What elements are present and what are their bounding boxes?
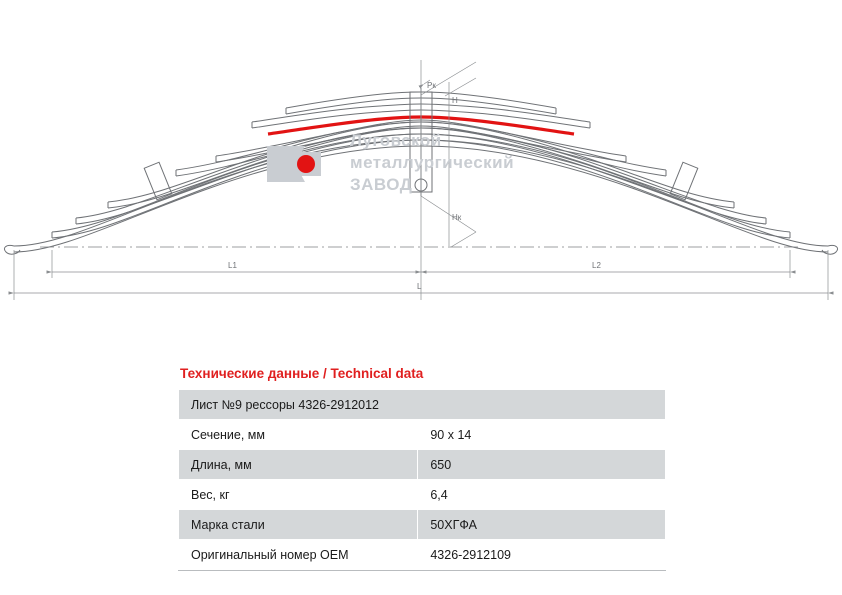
watermark-line-3: ЗАВОД — [350, 175, 413, 194]
row-label: Сечение, мм — [179, 420, 418, 450]
row-value: 4326-2912109 — [418, 540, 666, 570]
row-value: 90 х 14 — [418, 420, 666, 450]
table-header-cell: Лист №9 рессоры 4326-2912012 — [179, 390, 666, 420]
table-row — [179, 450, 666, 480]
dim-label-l2: L2 — [592, 261, 601, 270]
row-label: Оригинальный номер ОЕМ — [179, 540, 418, 570]
table-row — [179, 510, 666, 540]
technical-data-title: Технические данные / Technical data — [180, 366, 424, 381]
table-bottom-rule — [178, 570, 666, 571]
dimension-l2 — [421, 250, 790, 278]
dim-label-hk: Нк — [452, 213, 462, 222]
technical-data-table — [178, 389, 666, 570]
watermark-line-2: металлургический — [350, 153, 515, 172]
watermark-line-1: Луговской — [350, 131, 442, 150]
row-value: 6,4 — [418, 480, 666, 510]
table-row — [179, 480, 666, 510]
table-row — [179, 420, 666, 450]
row-label: Длина, мм — [179, 450, 418, 480]
dim-label-pk: Рк — [427, 81, 436, 90]
dim-label-h: H — [452, 96, 458, 105]
dimension-l1 — [52, 250, 421, 278]
row-label: Марка стали — [179, 510, 418, 540]
row-value: 650 — [418, 450, 666, 480]
table-row — [179, 540, 666, 570]
dim-label-l: L — [417, 282, 422, 291]
row-label: Вес, кг — [179, 480, 418, 510]
row-value: 50ХГФА — [418, 510, 666, 540]
table-header-row — [179, 390, 666, 420]
technical-data-section — [178, 366, 670, 571]
dim-label-l1: L1 — [228, 261, 237, 270]
